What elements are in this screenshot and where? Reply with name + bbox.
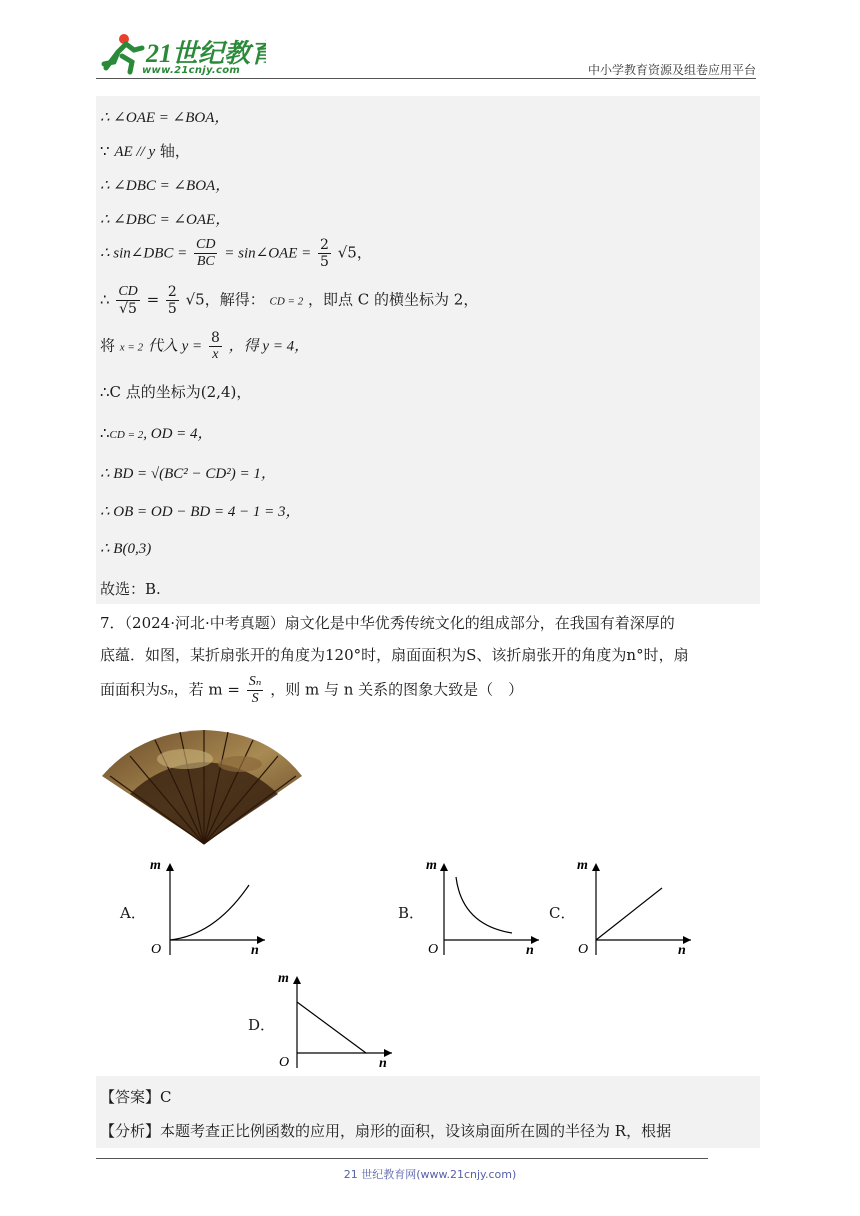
solution-line-3: ∴ ∠DBC = ∠BOA， [100,178,231,194]
solution-line-10: ∴ BD = √(BC² − CD²) = 1， [100,466,276,482]
header-platform-text: 中小学教育资源及组卷应用平台 [587,63,756,77]
footer-divider [96,1158,708,1159]
solution-line-8: ∴C 点的坐标为(2,4)， [100,383,252,401]
solution-line-7: 将 x = 2 代入 y = $\frac{8}{x}$ ，得 y = 4， [100,330,310,362]
option-c-graph[interactable] [572,855,697,960]
folding-fan-image [100,724,304,848]
logo-site-url: www.21cnjy.com [142,65,241,76]
option-a-axis-y: m [150,858,161,873]
option-a-label[interactable]: A． [120,904,146,922]
option-d-label[interactable]: D． [248,1016,276,1034]
option-b-axis-x: n [526,943,534,958]
option-a-origin: O [151,942,162,957]
logo-text: 21世纪教育 [146,39,266,68]
question-7-text: 7．（2024·河北·中考真题）扇文化是中华优秀传统文化的组成部分，在我国有着深厚的 底蕴．如图，某折扇张开的角度为120°时，扇面面积为S、该折扇张开的角度为n°时，扇 面面积为Sₙ，若 m = $\frac{\text{Sₙ}}{S}$ ，则 m 与 n 关系的图象大致是（ ） [100,614,689,706]
solution-line-1: ∴ ∠OAE = ∠BOA， [100,110,230,126]
option-c-axis-x: n [678,943,686,958]
site-logo[interactable] [96,30,266,78]
solution-line-4: ∴ ∠DBC = ∠OAE， [100,212,231,228]
analysis-line: 【分析】本题考查正比例函数的应用，扇形的面积，设该扇面所在圆的半径为 R，根据 [100,1122,672,1140]
option-b-axis-y: m [426,858,437,873]
option-d-graph[interactable] [273,968,398,1073]
solution-line-12: ∴ B(0,3) [100,541,152,557]
option-a-graph[interactable] [145,855,270,960]
option-a-axis-x: n [251,943,259,958]
footer-text[interactable]: 21 世纪教育网(www.21cnjy.com) [343,1168,517,1181]
solution-line-11: ∴ OB = OD − BD = 4 − 1 = 3， [100,504,301,520]
solution-line-13: 故选：B. [100,580,161,598]
header-divider [96,78,756,79]
answer-line: 【答案】C [100,1088,172,1106]
page-header [96,30,756,80]
option-c-label[interactable]: C． [549,904,576,922]
solution-line-6: ∴ $\frac{CD}{√5}$ = $\frac{2}{5}$ √5，解得： CD = 2 ，即点 C 的横坐标为 2， [100,284,479,317]
option-c-origin: O [578,942,589,957]
option-b-label[interactable]: B． [398,904,425,922]
solution-line-9: ∴CD = 2, OD = 4， [100,424,213,442]
solution-line-2: ∵ AE // y 轴， [100,142,190,160]
option-b-origin: O [428,942,439,957]
option-b-graph[interactable] [422,855,547,960]
option-d-axis-y: m [278,971,289,986]
solution-line-5: ∴ sin∠DBC = $\frac{CD}{BC}$ = sin∠OAE = $\frac{2}{5}$ √5， [100,237,372,270]
option-c-axis-y: m [577,858,588,873]
option-d-axis-x: n [379,1056,387,1071]
option-d-origin: O [279,1055,290,1070]
